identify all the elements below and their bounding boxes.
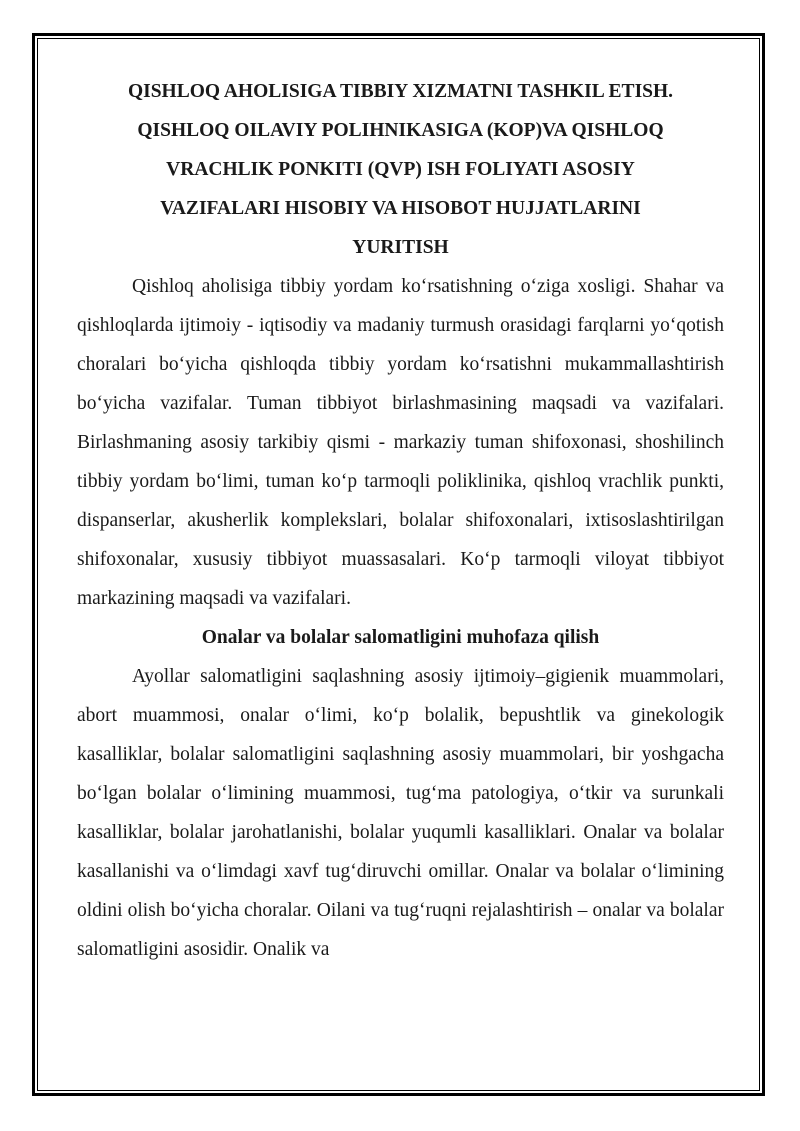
paragraph-rural-medical-care: Qishloq aholisiga tibbiy yordam ko‘rsatishning o‘ziga xosligi. Shahar va qishloqlarda ijtimoiy - iqtisodiy va madaniy turmush orasidagi farqlarni yo‘qotish choralari bo‘yicha qishloqda tibbiy yordam ko‘rsatishni mukammallashtirish bo‘yicha vazifalar. Tuman tibbiyot birlashmasining maqsadi va vazifalari. Birlashmaning asosiy tarkibiy qismi - markaziy tuman shifoxonasi, shoshilinch tibbiy yordam bo‘limi, tuman ko‘p tarmoqli poliklinika, qishloq vrachlik punkti, dispanserlar, akusherlik komplekslari, bolalar shifoxonalari, ixtisoslashtirilgan shifoxonalar, xususiy tibbiyot muassasalari. Ko‘p tarmoqli viloyat tibbiyot markazining maqsadi va vazifalari. xyxy=(77,276,724,609)
document-body xyxy=(77,72,724,969)
section-heading: Onalar va bolalar salomatligini muhofaza qilish xyxy=(201,627,600,648)
title-line: VAZIFALARI HISOBIY VA HISOBOT HUJJATLARINI xyxy=(160,198,641,219)
paragraph-mother-child-health: Ayollar salomatligini saqlashning asosiy ijtimoiy–gigienik muammolari, abort muammosi, onalar o‘limi, ko‘p bolalik, bepushtlik va ginekologik kasalliklar, bolalar salomatligini saqlashning asosiy muammolari, bir yoshgacha bo‘lgan bolalar o‘limining muammosi, tug‘ma patologiya, o‘tkir va surunkali kasalliklar, bolalar jarohatlanishi, bolalar yuqumli kasalliklari. Onalar va bolalar kasallanishi va o‘limdagi xavf tug‘diruvchi omillar. Onalar va bolalar o‘limining oldini olish bo‘yicha choralar. Oilani va tug‘ruqni rejalashtirish – onalar va bolalar salomatligini asosidir. Onalik va xyxy=(77,666,724,960)
document-title xyxy=(77,72,724,267)
title-line: YURITISH xyxy=(352,237,449,258)
title-line: VRACHLIK PONKITI (QVP) ISH FOLIYATI ASOSIY xyxy=(166,159,635,180)
title-line: QISHLOQ OILAVIY POLIHNIKASIGA (KOP)VA QISHLOQ xyxy=(137,120,664,141)
title-line: QISHLOQ AHOLISIGA TIBBIY XIZMATNI TASHKIL ETISH. xyxy=(127,81,674,102)
